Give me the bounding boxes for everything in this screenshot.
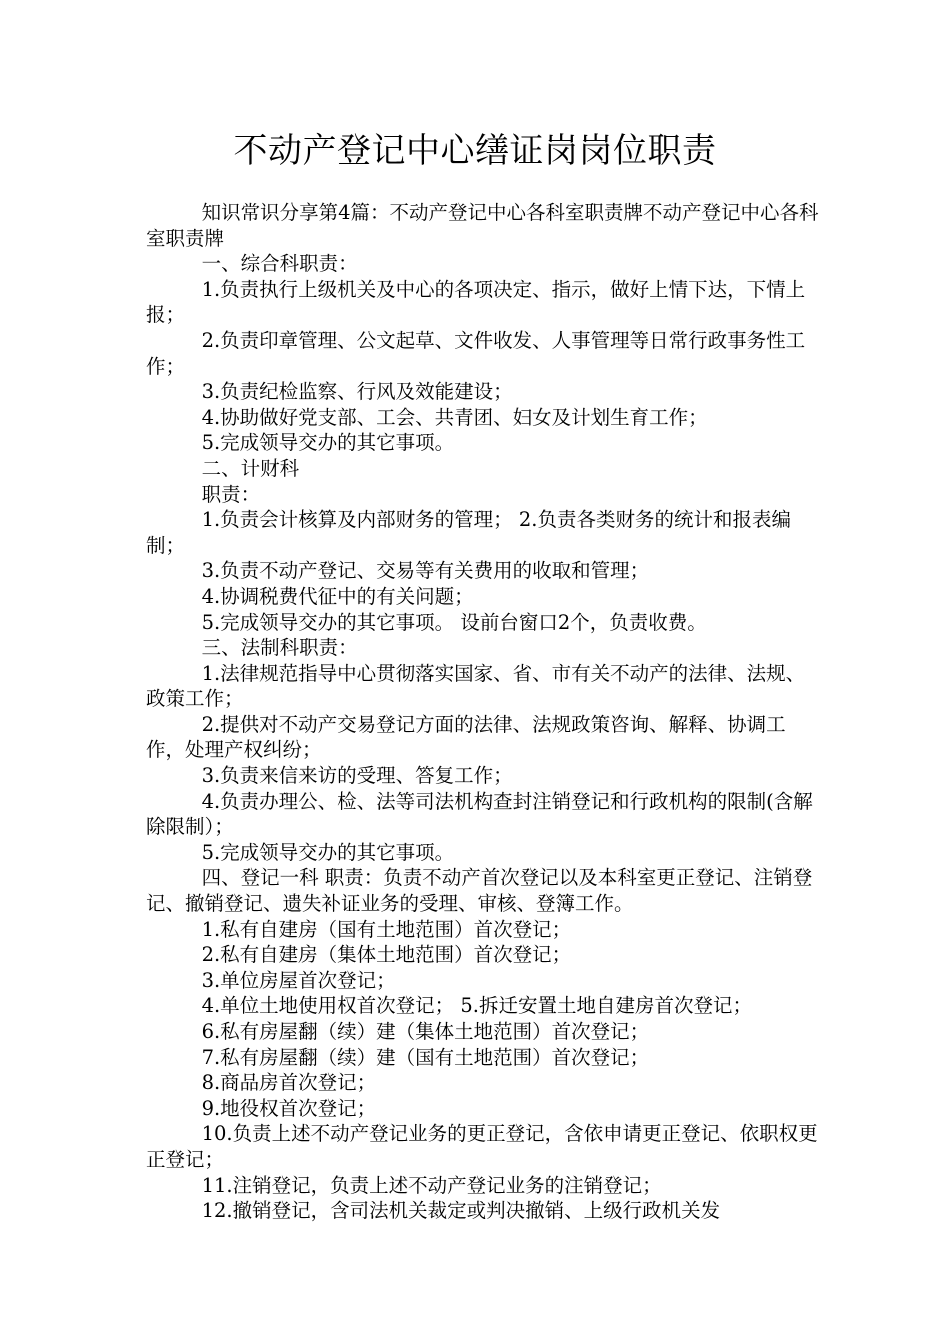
paragraph: 1.法律规范指导中心贯彻落实国家、省、市有关不动产的法律、法规、政策工作； (146, 661, 806, 711)
document-title: 不动产登记中心缮证岗岗位职责 (233, 131, 717, 171)
paragraph: 5.完成领导交办的其它事项。 设前台窗口2个，负责收费。 (201, 610, 707, 634)
paragraph: 2.私有自建房（集体土地范围）首次登记； (201, 943, 572, 967)
paragraph: 3.单位房屋首次登记； (201, 968, 396, 992)
paragraph: 9.地役权首次登记； (201, 1096, 377, 1120)
paragraph: 3.负责纪检监察、行风及效能建设； (201, 380, 513, 404)
document-body (146, 200, 822, 1224)
paragraph: 8.商品房首次登记； (201, 1071, 377, 1095)
paragraph: 4.协助做好党支部、工会、共青团、妇女及计划生育工作； (201, 405, 708, 429)
paragraph: 10.负责上述不动产登记业务的更正登记，含依申请更正登记、依职权更正登记； (146, 1122, 818, 1171)
paragraph: 1.负责会计核算及内部财务的管理； 2.负责各类财务的统计和报表编制； (146, 508, 791, 557)
paragraph: 职责： (201, 482, 261, 506)
paragraph: 2.负责印章管理、公文起草、文件收发、人事管理等日常行政事务性工作； (146, 328, 806, 378)
section-heading: 三、法制科职责： (201, 636, 358, 660)
section-heading: 二、计财科 (201, 456, 300, 480)
paragraph: 3.负责来信来访的受理、答复工作； (201, 764, 513, 788)
paragraph: 4.单位土地使用权首次登记； 5.拆迁安置土地自建房首次登记； (201, 994, 752, 1018)
section-heading: 四、登记一科 职责：负责不动产首次登记以及本科室更正登记、注销登记、撤销登记、遗失补证业务的受理、审核、登簿工作。 (146, 866, 813, 916)
paragraph: 6.私有房屋翻（续）建（集体土地范围）首次登记； (201, 1020, 650, 1043)
paragraph: 1.负责执行上级机关及中心的各项决定、指示，做好上情下达，下情上报； (146, 277, 806, 327)
paragraph: 1.私有自建房（国有土地范围）首次登记； (201, 917, 572, 941)
paragraph: 3.负责不动产登记、交易等有关费用的收取和管理； (201, 559, 650, 583)
paragraph: 4.负责办理公、检、法等司法机构查封注销登记和行政机构的限制(含解除限制）； (146, 789, 813, 839)
paragraph: 7.私有房屋翻（续）建（国有土地范围）首次登记； (201, 1045, 650, 1069)
paragraph: 11.注销登记，负责上述不动产登记业务的注销登记； (201, 1173, 662, 1197)
paragraph: 5.完成领导交办的其它事项。 (201, 431, 455, 455)
section-heading: 一、综合科职责： (201, 252, 358, 276)
paragraph: 4.协调税费代征中的有关问题； (201, 584, 474, 608)
paragraph: 2.提供对不动产交易登记方面的法律、法规政策咨询、解释、协调工作，处理产权纠纷； (146, 712, 786, 762)
paragraph: 知识常识分享第4篇：不动产登记中心各科室职责牌不动产登记中心各科室职责牌 (146, 201, 819, 250)
paragraph: 5.完成领导交办的其它事项。 (201, 840, 455, 864)
paragraph: 12.撤销登记，含司法机关裁定或判决撤销、上级行政机关发 (201, 1199, 721, 1223)
